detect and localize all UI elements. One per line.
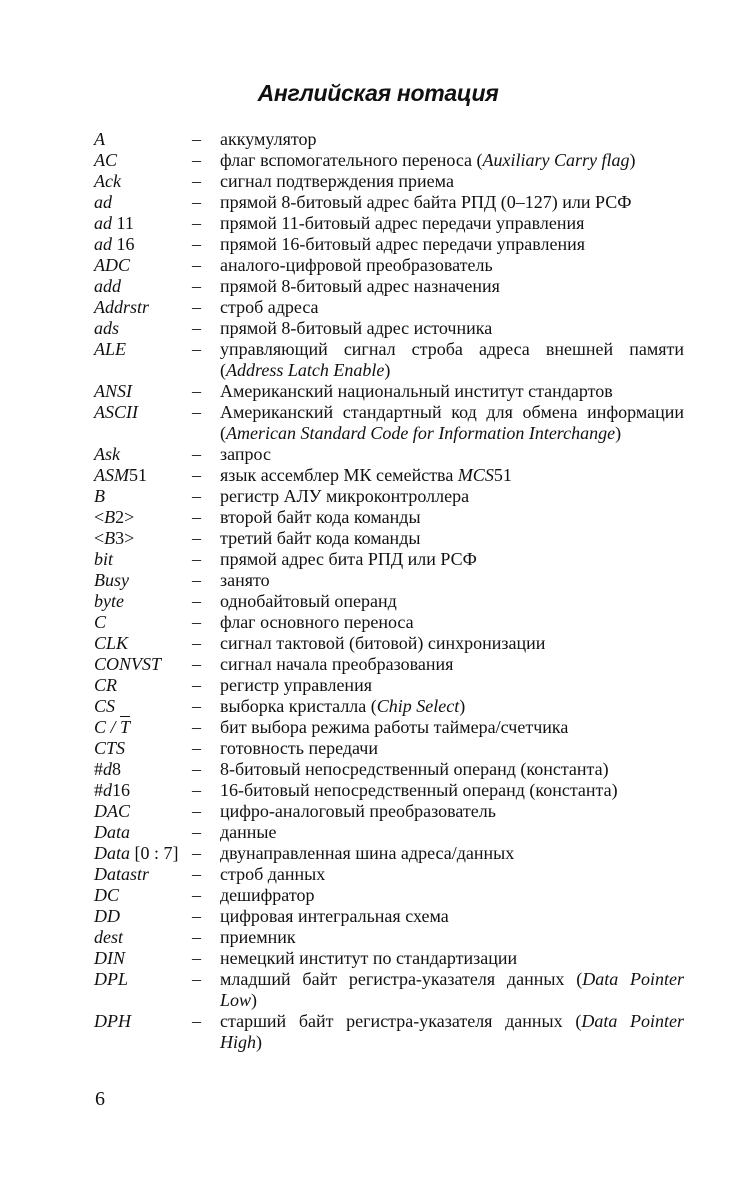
dash-separator: –: [192, 297, 201, 317]
dash-separator: –: [192, 570, 201, 590]
notation-definition: [220, 318, 684, 339]
notation-entry: [94, 171, 684, 192]
entries-5-def-seg: прямой 16-битовый адрес передачи управления: [220, 234, 586, 254]
notation-term: [94, 192, 192, 213]
notation-definition: [220, 444, 684, 465]
entries-28-term-seg: d: [103, 759, 112, 779]
notation-term: [94, 234, 192, 255]
entries-10-def-seg: Address Latch Enable: [226, 360, 385, 380]
notation-term: [94, 654, 192, 675]
entries-14-def-seg: язык ассемблер МК семейства: [220, 465, 458, 485]
notation-definition: [220, 591, 684, 612]
entries-4-term-seg: 11: [112, 213, 134, 233]
entries-29-def-seg: 16-битовый непосредственный операнд (константа): [220, 780, 618, 800]
notation-term: [94, 822, 192, 843]
notation-entry: [94, 255, 684, 276]
entries-15-term-seg: B: [94, 486, 105, 506]
notation-definition: [220, 843, 684, 864]
notation-term: [94, 780, 192, 801]
notation-term: [94, 738, 192, 759]
notation-term: [94, 402, 192, 444]
notation-entry: [94, 948, 684, 969]
notation-definition: [220, 339, 684, 381]
entries-34-term-seg: DC: [94, 885, 120, 905]
notation-entry: [94, 822, 684, 843]
dash-separator: –: [192, 675, 201, 695]
notation-entry: [94, 318, 684, 339]
notation-term: [94, 507, 192, 528]
notation-entry: [94, 570, 684, 591]
entries-2-term-seg: Ack: [94, 171, 121, 191]
entries-31-term-seg: Data: [94, 822, 130, 842]
notation-entry: [94, 633, 684, 654]
notation-entry: [94, 1011, 684, 1053]
entries-25-def-seg: выборка кристалла (: [220, 696, 377, 716]
notation-term: [94, 444, 192, 465]
notation-definition: [220, 213, 684, 234]
notation-term: [94, 696, 192, 717]
dash-separator: –: [192, 591, 201, 611]
notation-entry: [94, 507, 684, 528]
notation-entry: [94, 864, 684, 885]
dash-separator: –: [192, 612, 201, 632]
notation-entry: [94, 591, 684, 612]
notation-definition: [220, 297, 684, 318]
entries-18-term-seg: bit: [94, 549, 114, 569]
notation-definition: [220, 675, 684, 696]
entries-14-def-seg: 51: [493, 465, 512, 485]
notation-definition: [220, 129, 684, 150]
notation-entry: [94, 528, 684, 549]
entries-23-def-seg: сигнал начала преобразования: [220, 654, 454, 674]
notation-entry: [94, 780, 684, 801]
notation-term: [94, 969, 192, 1011]
notation-entry: [94, 465, 684, 486]
notation-term: [94, 129, 192, 150]
entries-37-term-seg: DIN: [94, 948, 125, 968]
notation-entry: [94, 801, 684, 822]
notation-definition: [220, 192, 684, 213]
notation-term: [94, 633, 192, 654]
dash-separator: –: [192, 507, 201, 527]
entries-39-term-seg: DPH: [94, 1011, 131, 1031]
notation-definition: [220, 654, 684, 675]
notation-term: [94, 549, 192, 570]
notation-entry: [94, 738, 684, 759]
entries-5-term-seg: 16: [112, 234, 135, 254]
entries-29-term-seg: #: [94, 780, 103, 800]
dash-separator: –: [192, 129, 201, 149]
entries-15-def-seg: регистр АЛУ микроконтроллера: [220, 486, 470, 506]
dash-separator: –: [192, 759, 201, 779]
entries-39-def-seg: старший байт регистра-указателя данных (: [220, 1011, 582, 1031]
entries-9-term-seg: ads: [94, 318, 120, 338]
notation-entry: [94, 675, 684, 696]
entries-23-term-seg: CONVST: [94, 654, 162, 674]
dash-separator: –: [192, 255, 201, 275]
entries-12-def-seg: American Standard Code for Information Interchange: [226, 423, 616, 443]
notation-term: [94, 948, 192, 969]
entries-22-term-seg: CLK: [94, 633, 129, 653]
notation-entry: [94, 402, 684, 444]
dash-separator: –: [192, 696, 201, 716]
dash-separator: –: [192, 276, 201, 296]
entries-8-def-seg: строб адреса: [220, 297, 319, 317]
notation-term: [94, 843, 192, 864]
entries-17-term-seg: B: [104, 528, 116, 548]
entries-28-term-seg: #: [94, 759, 103, 779]
dash-separator: –: [192, 654, 201, 674]
dash-separator: –: [192, 402, 201, 422]
entries-19-term-seg: Busy: [94, 570, 129, 590]
entries-17-def-seg: третий байт кода команды: [220, 528, 421, 548]
notation-definition: [220, 507, 684, 528]
entries-19-def-seg: занято: [220, 570, 270, 590]
entries-1-def-seg: флаг вспомогательного переноса (: [220, 150, 483, 170]
entries-21-term-seg: C: [94, 612, 107, 632]
entries-20-def-seg: однобайтовый операнд: [220, 591, 397, 611]
notation-entry: [94, 444, 684, 465]
entries-21-def-seg: флаг основного переноса: [220, 612, 414, 632]
entries-32-term-seg: [0 : 7]: [130, 843, 179, 863]
notation-definition: [220, 570, 684, 591]
entries-25-def-seg: ): [459, 696, 466, 716]
entries-37-def-seg: немецкий институт по стандартизации: [220, 948, 518, 968]
entries-11-term-seg: ANSI: [94, 381, 132, 401]
notation-entry: [94, 612, 684, 633]
entries-25-def-seg: Chip Select: [376, 696, 460, 716]
notation-entry: [94, 297, 684, 318]
notation-term: [94, 213, 192, 234]
page-number: 6: [95, 1088, 105, 1110]
entries-24-def-seg: регистр управления: [220, 675, 372, 695]
dash-separator: –: [192, 339, 201, 359]
notation-term: [94, 150, 192, 171]
notation-definition: [220, 801, 684, 822]
dash-separator: –: [192, 843, 201, 863]
entries-38-def-seg: ): [251, 990, 258, 1010]
entries-0-term-seg: A: [94, 129, 105, 149]
entries-3-def-seg: прямой 8-битовый адрес байта РПД (0–127) или РСФ: [220, 192, 632, 212]
entries-16-def-seg: второй байт кода команды: [220, 507, 421, 527]
entries-4-def-seg: прямой 11-битовый адрес передачи управления: [220, 213, 585, 233]
notation-entry: [94, 213, 684, 234]
entries-12-def-seg: Американский стандартный код для обмена информации (: [220, 402, 684, 443]
entries-30-def-seg: цифро-аналоговый преобразователь: [220, 801, 496, 821]
notation-term: [94, 591, 192, 612]
entries-31-def-seg: данные: [220, 822, 277, 842]
entries-6-term-seg: ADC: [94, 255, 130, 275]
notation-definition: [220, 885, 684, 906]
entries-1-def-seg: ): [629, 150, 636, 170]
entries-12-term-seg: ASCII: [94, 402, 138, 422]
dash-separator: –: [192, 906, 201, 926]
notation-definition: [220, 465, 684, 486]
entries-6-def-seg: аналого-цифровой преобразователь: [220, 255, 493, 275]
notation-definition: [220, 696, 684, 717]
notation-definition: [220, 612, 684, 633]
entries-18-def-seg: прямой адрес бита РПД или РСФ: [220, 549, 477, 569]
notation-definition: [220, 864, 684, 885]
notation-entry: [94, 549, 684, 570]
notation-term: [94, 717, 192, 738]
entries-0-def-seg: аккумулятор: [220, 129, 317, 149]
entries-25-term-seg: CS: [94, 696, 116, 716]
notation-term: [94, 381, 192, 402]
entries-35-def-seg: цифровая интегральная схема: [220, 906, 449, 926]
notation-entry: [94, 129, 684, 150]
notation-definition: [220, 528, 684, 549]
notation-term: [94, 171, 192, 192]
dash-separator: –: [192, 171, 201, 191]
entries-7-term-seg: add: [94, 276, 121, 296]
notation-entry: [94, 759, 684, 780]
notation-term: [94, 885, 192, 906]
entries-22-def-seg: сигнал тактовой (битовой) синхронизации: [220, 633, 546, 653]
notation-entry: [94, 717, 684, 738]
entries-39-def-seg: Data Pointer High: [220, 1011, 684, 1052]
entries-26-def-seg: бит выбора режима работы таймера/счетчика: [220, 717, 569, 737]
notation-entry: [94, 927, 684, 948]
entries-1-def-seg: Auxiliary Carry flag: [482, 150, 630, 170]
entries-33-term-seg: Datastr: [94, 864, 150, 884]
notation-term: [94, 297, 192, 318]
dash-separator: –: [192, 780, 201, 800]
entries-4-term-seg: ad: [94, 213, 112, 233]
notation-definition: [220, 1011, 684, 1053]
notation-definition: [220, 276, 684, 297]
entries-29-term-seg: 16: [112, 780, 130, 800]
notation-term: [94, 1011, 192, 1053]
notation-entry: [94, 192, 684, 213]
notation-entry: [94, 654, 684, 675]
notation-entry: [94, 234, 684, 255]
entries-14-term-seg: ASM: [94, 465, 129, 485]
dash-separator: –: [192, 969, 201, 989]
entries-29-term-seg: d: [103, 780, 112, 800]
entries-27-def-seg: готовность передачи: [220, 738, 378, 758]
entries-38-def-seg: Data Pointer Low: [220, 969, 684, 1010]
notation-term: [94, 339, 192, 381]
dash-separator: –: [192, 528, 201, 548]
notation-definition: [220, 717, 684, 738]
dash-separator: –: [192, 465, 201, 485]
entries-17-term-seg: 3>: [115, 528, 135, 548]
entries-9-def-seg: прямой 8-битовый адрес источника: [220, 318, 493, 338]
notation-term: [94, 276, 192, 297]
entries-2-def-seg: сигнал подтверждения приема: [220, 171, 454, 191]
notation-entry: [94, 696, 684, 717]
notation-definition: [220, 234, 684, 255]
notation-entry: [94, 906, 684, 927]
dash-separator: –: [192, 150, 201, 170]
entries-17-term-seg: <: [94, 528, 105, 548]
entries-20-term-seg: byte: [94, 591, 124, 611]
entries-32-def-seg: двунаправленная шина адреса/данных: [220, 843, 515, 863]
notation-term: [94, 612, 192, 633]
notation-definition: [220, 150, 684, 171]
entries-33-def-seg: строб данных: [220, 864, 326, 884]
entries-16-term-seg: 2>: [115, 507, 135, 527]
notation-term: [94, 675, 192, 696]
entries-1-term-seg: AC: [94, 150, 118, 170]
entries-27-term-seg: CTS: [94, 738, 126, 758]
dash-separator: –: [192, 486, 201, 506]
notation-definition: [220, 822, 684, 843]
dash-separator: –: [192, 213, 201, 233]
dash-separator: –: [192, 738, 201, 758]
notation-definition: [220, 969, 684, 1011]
entries-26-term-seg: C /: [94, 717, 121, 737]
notation-entry: [94, 381, 684, 402]
notation-entry: [94, 843, 684, 864]
dash-separator: –: [192, 717, 201, 737]
entries-34-def-seg: дешифратор: [220, 885, 315, 905]
notation-definition: [220, 381, 684, 402]
entries-24-term-seg: CR: [94, 675, 118, 695]
notation-definition: [220, 780, 684, 801]
entries-30-term-seg: DAC: [94, 801, 130, 821]
dash-separator: –: [192, 864, 201, 884]
entries-8-term-seg: Addrstr: [94, 297, 150, 317]
page-title: Английская нотация: [257, 80, 499, 106]
notation-entry: [94, 885, 684, 906]
dash-separator: –: [192, 801, 201, 821]
entries-28-def-seg: 8-битовый непосредственный операнд (константа): [220, 759, 609, 779]
notation-definition: [220, 948, 684, 969]
entries-38-def-seg: младший байт регистра-указателя данных (: [220, 969, 583, 989]
entries-5-term-seg: ad: [94, 234, 112, 254]
notation-definition: [220, 633, 684, 654]
entries-10-def-seg: управляющий сигнал строба адреса внешней памяти (: [220, 339, 684, 380]
notation-term: [94, 570, 192, 591]
notation-definition: [220, 255, 684, 276]
entries-10-term-seg: ALE: [94, 339, 127, 359]
entries-10-def-seg: ): [384, 360, 391, 380]
notation-definition: [220, 549, 684, 570]
entries-35-term-seg: DD: [94, 906, 120, 926]
dash-separator: –: [192, 927, 201, 947]
notation-entry: [94, 276, 684, 297]
notation-term: [94, 864, 192, 885]
dash-separator: –: [192, 1011, 201, 1031]
notation-entry: [94, 150, 684, 171]
notation-term: [94, 906, 192, 927]
notation-definition: [220, 759, 684, 780]
notation-term: [94, 465, 192, 486]
dash-separator: –: [192, 633, 201, 653]
notation-entry: [94, 339, 684, 381]
notation-definition: [220, 171, 684, 192]
notation-term: [94, 318, 192, 339]
notation-term: [94, 927, 192, 948]
notation-definition: [220, 906, 684, 927]
dash-separator: –: [192, 234, 201, 254]
entries-36-def-seg: приемник: [220, 927, 296, 947]
entries-16-term-seg: <: [94, 507, 105, 527]
notation-term: [94, 255, 192, 276]
dash-separator: –: [192, 381, 201, 401]
entries-13-term-seg: Ask: [94, 444, 120, 464]
notation-entry: [94, 486, 684, 507]
notation-term: [94, 528, 192, 549]
entries-16-term-seg: B: [104, 507, 116, 527]
notation-list: [94, 129, 684, 1053]
entries-3-term-seg: ad: [94, 192, 112, 212]
entries-14-term-seg: 51: [129, 465, 147, 485]
entries-36-term-seg: dest: [94, 927, 123, 947]
notation-definition: [220, 738, 684, 759]
notation-definition: [220, 486, 684, 507]
entries-32-term-seg: Data: [94, 843, 130, 863]
dash-separator: –: [192, 822, 201, 842]
dash-separator: –: [192, 318, 201, 338]
dash-separator: –: [192, 885, 201, 905]
notation-definition: [220, 927, 684, 948]
notation-definition: [220, 402, 684, 444]
dash-separator: –: [192, 948, 201, 968]
notation-term: [94, 486, 192, 507]
entries-28-term-seg: 8: [112, 759, 121, 779]
dash-separator: –: [192, 549, 201, 569]
dash-separator: –: [192, 192, 201, 212]
entries-38-term-seg: DPL: [94, 969, 129, 989]
entries-12-def-seg: ): [615, 423, 622, 443]
entries-7-def-seg: прямой 8-битовый адрес назначения: [220, 276, 500, 296]
entries-11-def-seg: Американский национальный институт стандартов: [220, 381, 613, 401]
entries-39-def-seg: ): [256, 1032, 262, 1052]
entries-14-def-seg: MCS: [457, 465, 494, 485]
notation-term: [94, 759, 192, 780]
notation-entry: [94, 969, 684, 1011]
entries-13-def-seg: запрос: [220, 444, 271, 464]
notation-term: [94, 801, 192, 822]
entries-26-term-seg: $\overline{T}$: [120, 717, 131, 737]
dash-separator: –: [192, 444, 201, 464]
